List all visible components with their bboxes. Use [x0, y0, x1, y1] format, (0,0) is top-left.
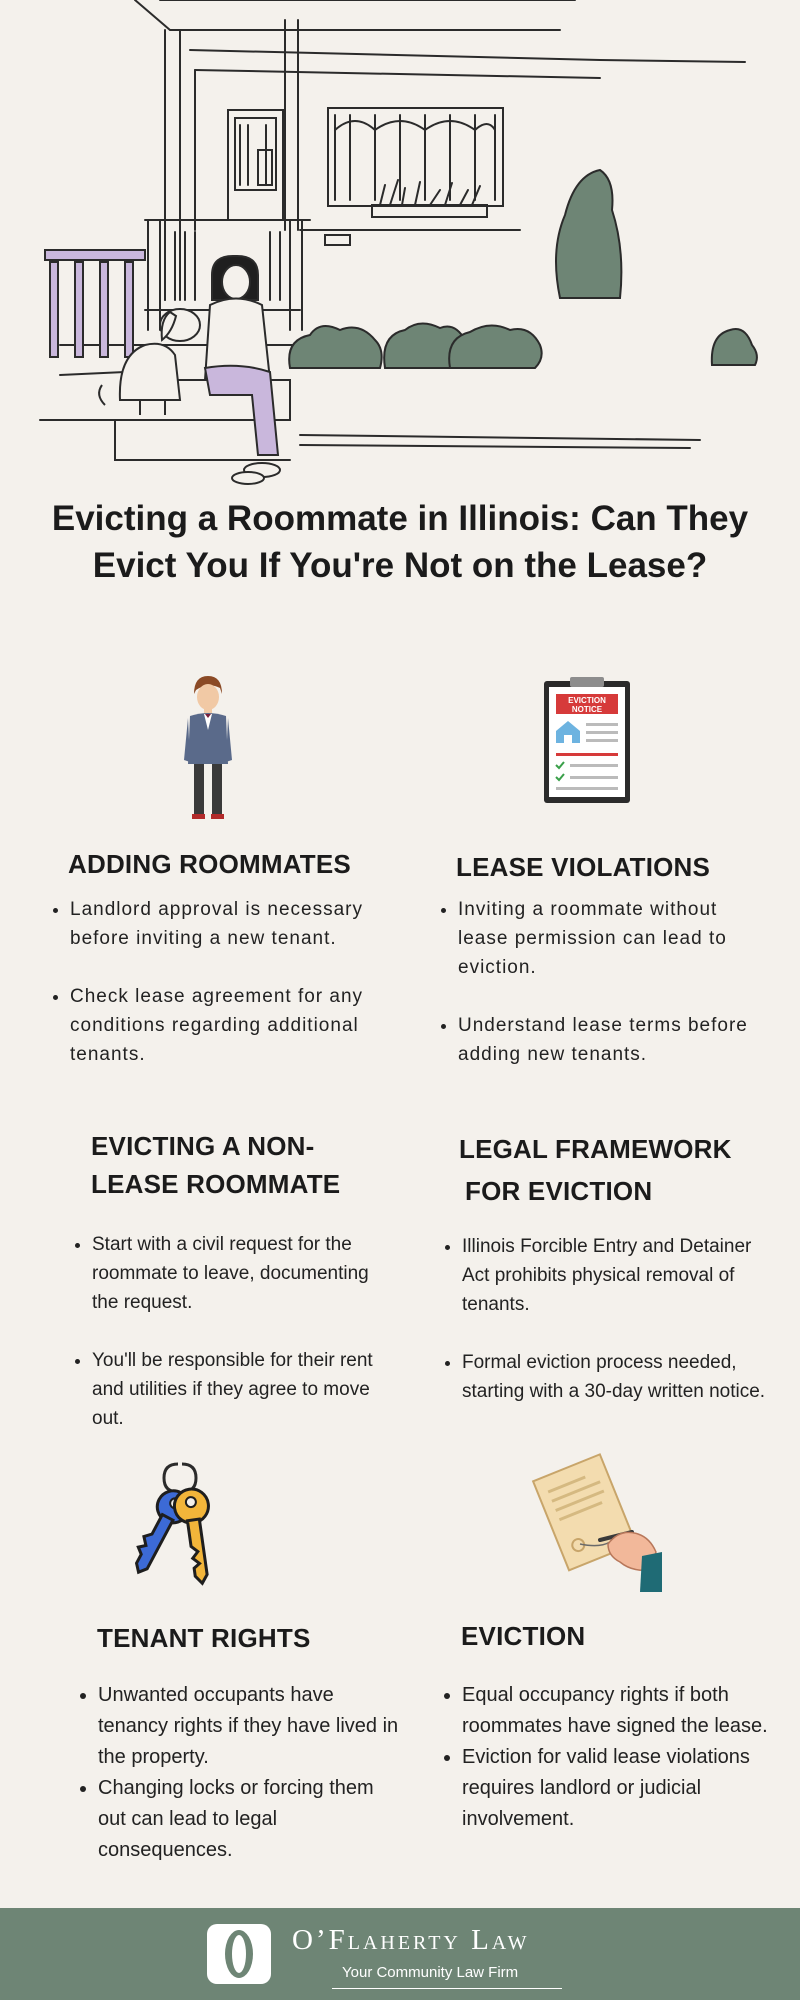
list-item: • Unwanted occupants have tenancy rights if they have lived in the property. [98, 1680, 403, 1773]
legal-framework-heading-line1: LEGAL FRAMEWORK [459, 1134, 732, 1164]
signing-document-icon [520, 1452, 662, 1592]
list-item: • Start with a civil request for the roommate to leave, documenting the request. [92, 1230, 397, 1317]
footer-firm-name: O’Flaherty Law [292, 1924, 530, 1956]
evicting-non-lease-heading [91, 1127, 340, 1203]
evicting-non-lease-heading-line1: EVICTING A NON- [91, 1131, 315, 1161]
footer-tagline: Your Community Law Firm [342, 1964, 519, 1981]
lease-violations-heading: LEASE VIOLATIONS [456, 852, 711, 882]
tenant-rights-heading: TENANT RIGHTS [97, 1623, 311, 1653]
eviction-label-1: EVICTION [568, 696, 606, 705]
list-item: • Check lease agreement for any conditions regarding additional tenants. [70, 982, 390, 1069]
legal-framework-list [440, 1232, 772, 1406]
list-item: • Equal occupancy rights if both roommates have signed the lease. [462, 1680, 772, 1742]
law-firm-logo-icon [205, 1922, 273, 1986]
evicting-non-lease-heading-line2: LEASE ROOMMATE [91, 1169, 341, 1199]
adding-roommates-heading: ADDING ROOMMATES [68, 849, 351, 879]
eviction-label-2: NOTICE [571, 705, 603, 714]
eviction-heading: EVICTION [461, 1621, 586, 1651]
legal-framework-heading [459, 1128, 732, 1212]
footer [0, 1908, 800, 2000]
eviction-notice-clipboard-icon [540, 675, 635, 807]
adding-roommates-list [48, 895, 390, 1069]
list-item: • Inviting a roommate without lease permission can lead to eviction. [458, 895, 758, 982]
page-title: Evicting a Roommate in Illinois: Can They Evict You If You're Not on the Lease? [51, 499, 749, 585]
hero-illustration [0, 0, 800, 495]
footer-underline [332, 1988, 562, 1989]
list-item: • Formal eviction process needed, starting with a 30-day written notice. [462, 1348, 772, 1406]
list-item: • Landlord approval is necessary before inviting a new tenant. [70, 895, 390, 953]
eviction-list [440, 1680, 772, 1835]
list-item: • Eviction for valid lease violations requires landlord or judicial involvement. [462, 1742, 772, 1835]
list-item: • Changing locks or forcing them out can lead to legal consequences. [98, 1773, 403, 1866]
list-item: • Understand lease terms before adding new tenants. [458, 1011, 758, 1069]
keys-icon [130, 1458, 230, 1590]
evicting-non-lease-list [70, 1230, 397, 1433]
legal-framework-heading-line2: FOR EVICTION [465, 1176, 653, 1206]
man-standing-icon [182, 672, 234, 822]
lease-violations-list [436, 895, 758, 1069]
tenant-rights-list [76, 1680, 403, 1866]
list-item: • Illinois Forcible Entry and Detainer Act prohibits physical removal of tenants. [462, 1232, 772, 1319]
list-item: • You'll be responsible for their rent and utilities if they agree to move out. [92, 1346, 397, 1433]
